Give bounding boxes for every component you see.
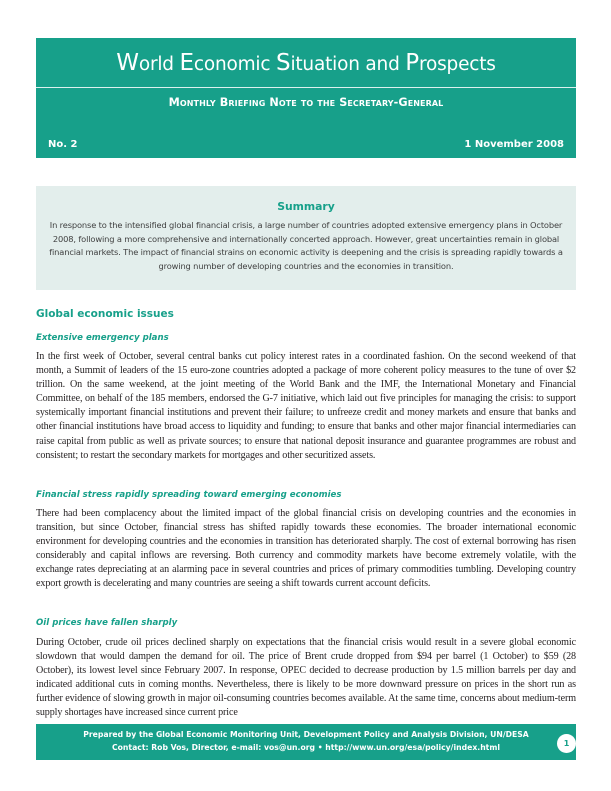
page-number: 1	[557, 734, 576, 753]
footer-contact: Contact: Rob Vos, Director, e-mail: vos@un.org • http://www.un.org/esa/policy/index.html	[112, 743, 500, 752]
header-divider	[36, 87, 576, 88]
issue-date: 1 November 2008	[464, 139, 564, 150]
summary-heading: Summary	[277, 200, 335, 213]
title-cap-2: E	[179, 50, 194, 76]
summary-text: In response to the intensified global financial crisis, a large number of countries adopted extensive emergency plans in October 2008, following a more comprehensive and internationally concerted approach. However, great uncertainties remain in global financial markets. The impact of financial strains on economic activity is deepening and the crisis is spreading rapidly towards a growing number of developing countries and the economies in transition.	[49, 220, 563, 271]
subsection-heading-3: Oil prices have fallen sharply	[36, 618, 178, 628]
header-banner	[36, 38, 576, 158]
publication-title	[36, 50, 576, 76]
title-rest-2: conomic	[193, 54, 277, 75]
title-rest-4: rospects	[418, 54, 496, 75]
footer-prepared-by: Prepared by the Global Economic Monitoring Unit, Development Policy and Analysis Division, UN/DESA	[83, 730, 529, 739]
title-cap-3: S	[276, 50, 291, 76]
publication-subtitle: Monthly Briefing Note to the Secretary-General	[168, 96, 444, 109]
subsection-heading-2: Financial stress rapidly spreading toward emerging economies	[36, 490, 342, 500]
section-heading: Global economic issues	[36, 308, 174, 320]
title-cap-4: P	[405, 50, 419, 76]
title-rest-1: orld	[138, 54, 180, 75]
paragraph-1: In the first week of October, several central banks cut policy interest rates in a coordinated fashion. On the second weekend of that month, a Summit of leaders of the 15 euro-zone countries adopted a package of more coherent policy measures to the tune of over $2 trillion. On the same weekend, at the joint meeting of the World Bank and the IMF, the International Monetary and Financial Committee, on behalf of the 185 members, endorsed the G-7 initiative, which laid out five principles for managing the crisis: to support systemically important financial institutions and prevent their failure; to unfreeze credit and money markets and ensure that banks and other financial institutions have broad access to liquidity and funding; to ensure that banks and other major financial intermediaries can raise capital from public as well as private sources; to ensure that national deposit insurance and guarantee programmes are robust and consistent; to restart the secondary markets for mortgages and other securitized assets.	[36, 351, 576, 461]
summary-box	[36, 186, 576, 290]
subsection-heading-1: Extensive emergency plans	[36, 333, 169, 343]
title-rest-3: ituation and	[290, 54, 406, 75]
paragraph-2: There had been complacency about the limited impact of the global financial crisis on developing countries and the economies in transition, but since October, financial stress has shifted rapidly towards these economies. The broader international economic environment for developing countries and the economies in transition has deteriorated sharply. The cost of external borrowing has risen considerably and capital inflows are reversing. Both currency and commodity markets have become extremely volatile, with the exchange rates depreciating at an alarming pace in several countries and prices of primary commodities tumbling. Developing country export growth is decelerating and many countries are seeing a shift towards current account deficits.	[36, 508, 576, 590]
title-cap-1: W	[116, 50, 139, 76]
footer-band	[36, 724, 576, 760]
paragraph-3: During October, crude oil prices declined sharply on expectations that the financial crisis would result in a severe global economic slowdown that would dampen the demand for oil. The price of Brent crude dropped from $94 per barrel (1 October) to $59 (28 October), its lowest level since February 2007. In response, OPEC decided to decrease production by 1.5 million barrels per day and indicated additional cuts in coming months. Nevertheless, there is likely to be more downward pressure on prices in the short run as further evidence of slowing growth in major oil-consuming countries becomes available. At the same time, concerns about medium-term supply shortages have increased since current price	[36, 637, 576, 719]
issue-number: No. 2	[48, 139, 78, 150]
